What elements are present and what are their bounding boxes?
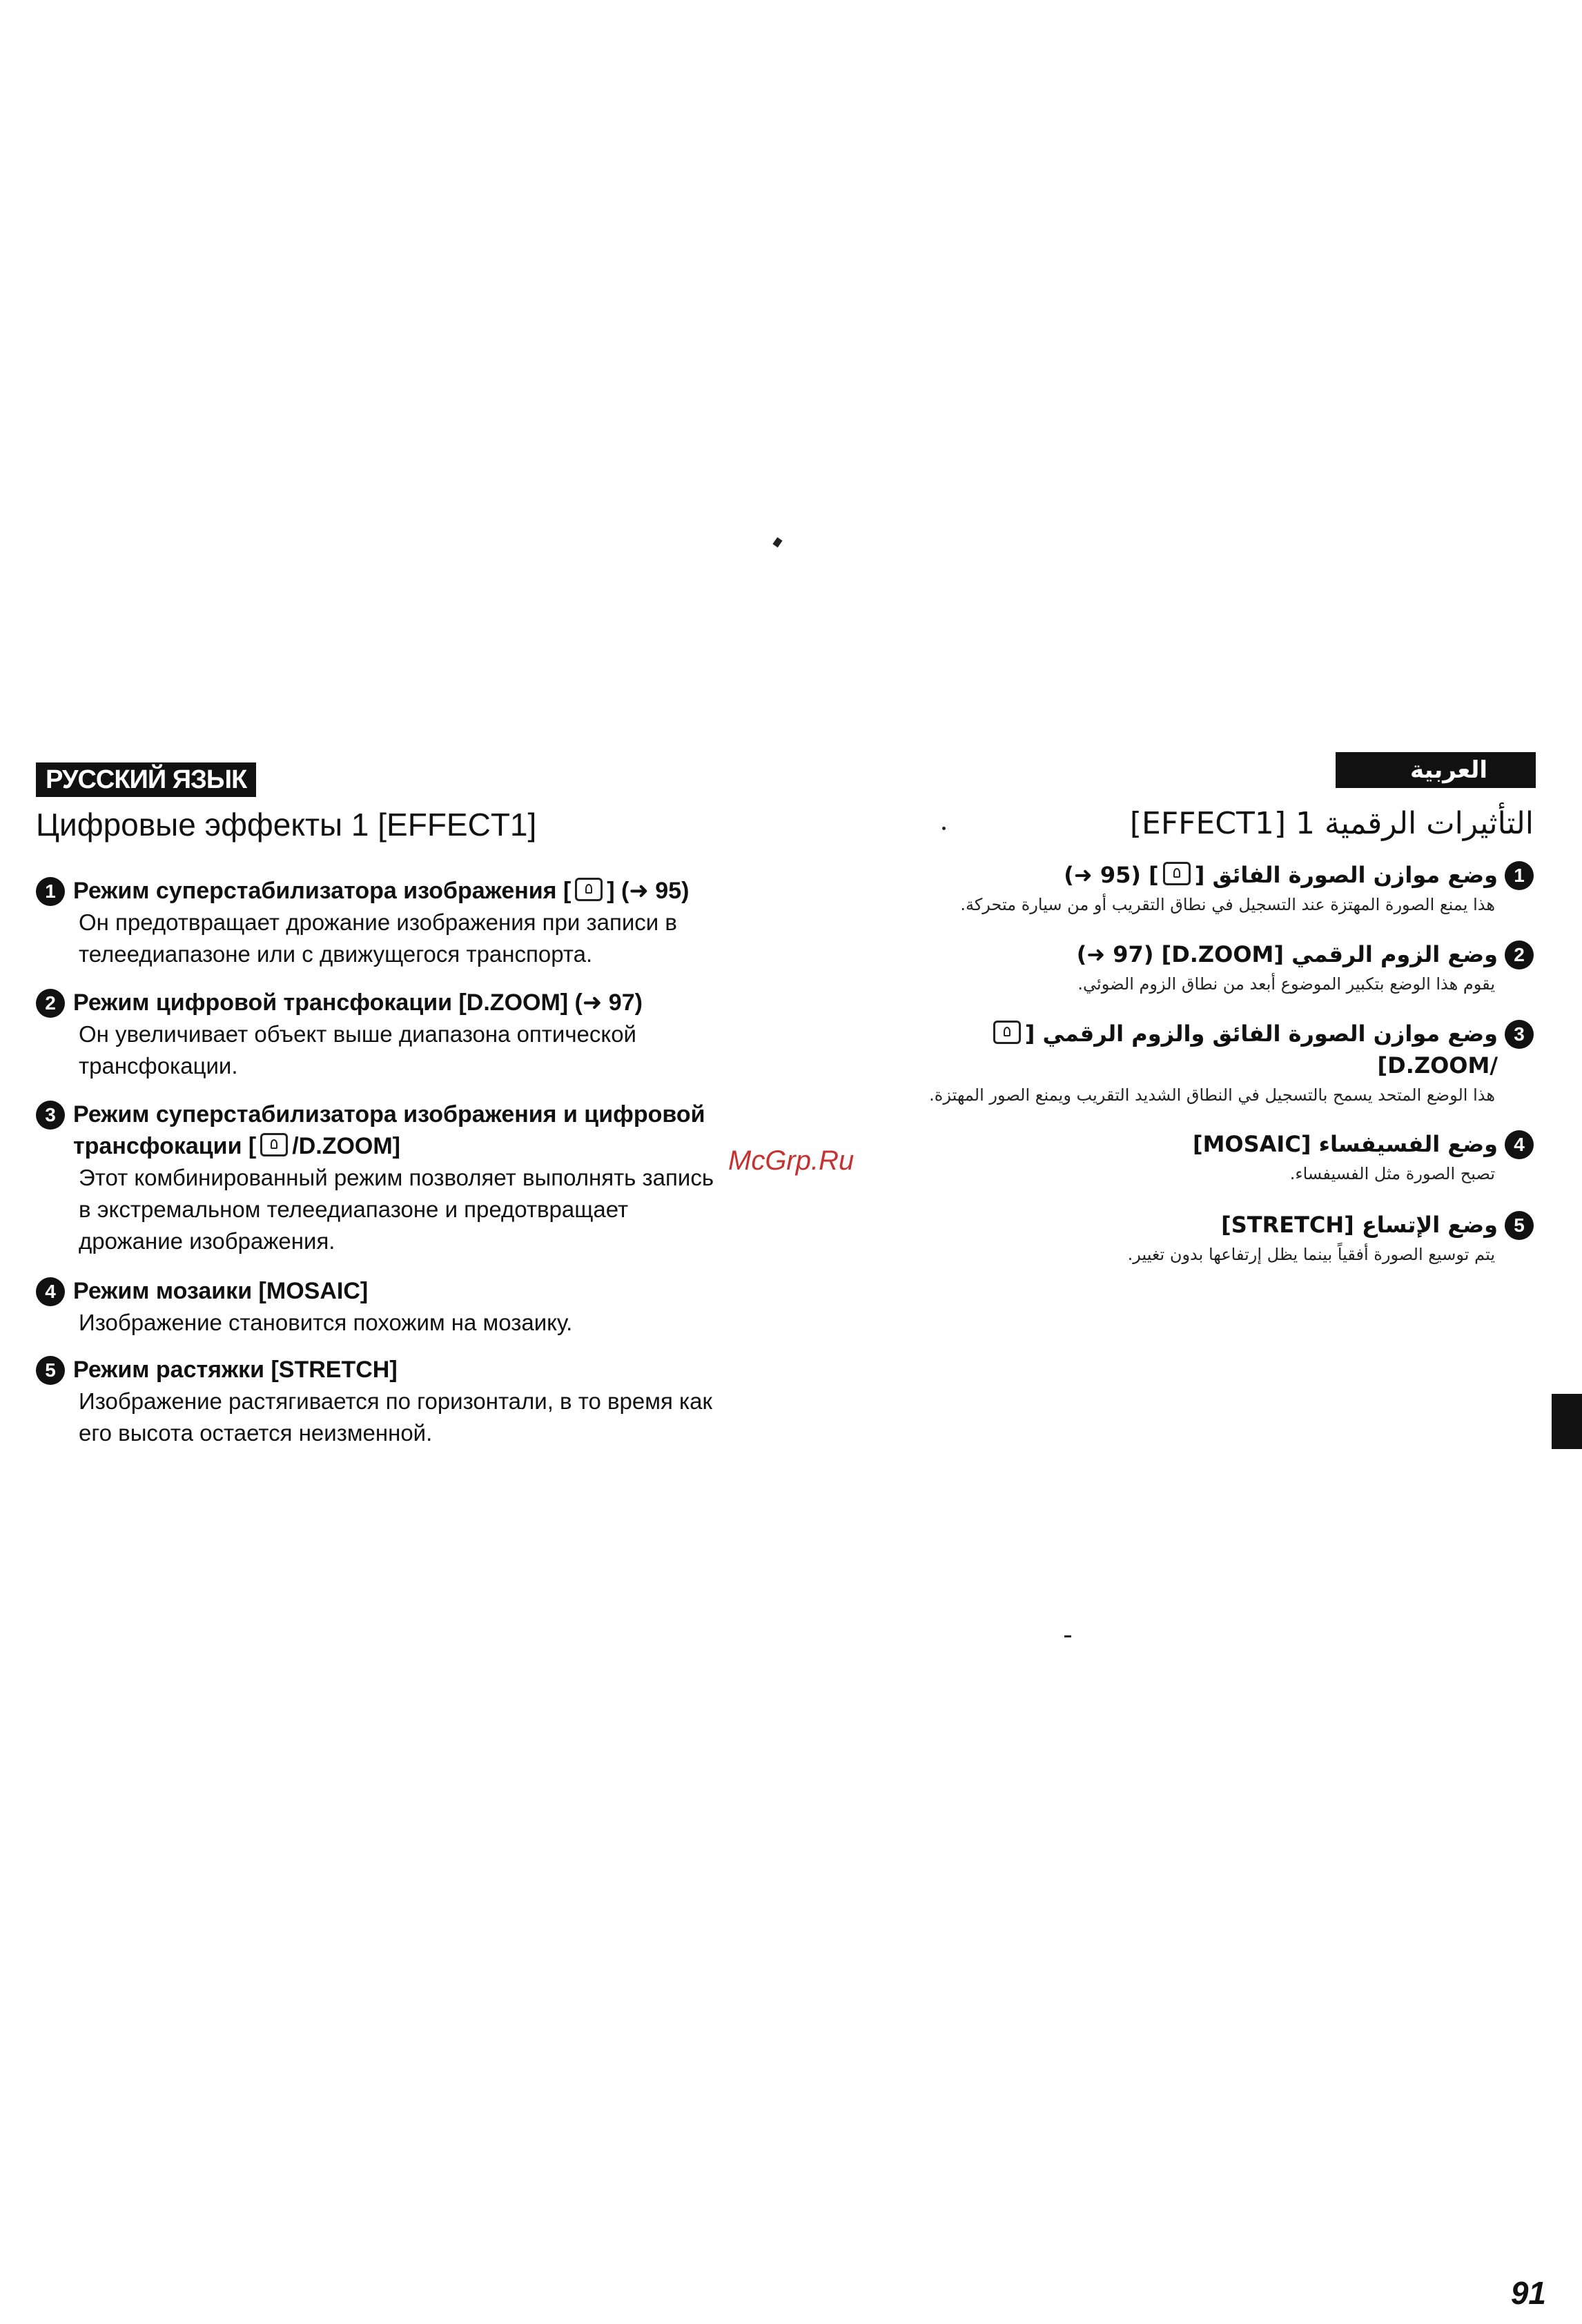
language-badge-russian: РУССКИЙ ЯЗЫК bbox=[36, 762, 256, 797]
ar-item-5 bbox=[912, 1209, 1534, 1268]
image-stabilizer-icon bbox=[993, 1021, 1021, 1044]
watermark: McGrp.Ru bbox=[728, 1145, 855, 1176]
ru-item-5-head: Режим растяжки [STRETCH] bbox=[73, 1357, 398, 1383]
number-badge-4: 4 bbox=[36, 1277, 65, 1306]
ar-item-1-description: هذا يمنع الصورة المهتزة عند التسجيل في نطاق التقريب أو من سيارة متحركة. bbox=[960, 895, 1495, 914]
ar-item-3-head: وضع موازن الصورة الفائق والزوم الرقمي [ bbox=[1024, 1021, 1498, 1047]
ar-item-4 bbox=[912, 1128, 1534, 1188]
ru-item-2-description: Он увеличивает объект выше диапазона оптической трансфокации. bbox=[79, 1021, 636, 1079]
number-badge-3: 3 bbox=[36, 1101, 65, 1130]
ar-item-3-description: هذا الوضع المتحد يسمح بالتسجيل في النطاق الشديد التقريب ويمنع الصور المهتزة. bbox=[929, 1085, 1495, 1105]
image-stabilizer-icon bbox=[260, 1133, 288, 1156]
section-title-russian: Цифровые эффекты 1 [EFFECT1] bbox=[36, 807, 537, 843]
ar-item-3-head-end: /D.ZOOM] bbox=[1377, 1052, 1498, 1079]
number-badge-1: 1 bbox=[36, 877, 65, 906]
ru-item-2 bbox=[36, 987, 850, 1082]
image-stabilizer-icon bbox=[1163, 862, 1191, 885]
ru-item-1-description: Он предотвращает дрожание изображения при записи в телеедиапазоне или с движущегося транспорта. bbox=[79, 909, 677, 967]
scan-speck bbox=[772, 538, 782, 548]
language-badge-arabic: العربية bbox=[1336, 752, 1536, 788]
scan-speck bbox=[942, 827, 946, 830]
ar-item-1-head: وضع موازن الصورة الفائق [ bbox=[1194, 862, 1498, 888]
ru-item-3 bbox=[36, 1099, 850, 1257]
ru-item-5-description: Изображение растягивается по горизонтали, в то время как его высота остается неизменной. bbox=[79, 1388, 712, 1446]
ru-item-3-head-line2-end: /D.ZOOM] bbox=[292, 1133, 401, 1159]
ru-item-4-head: Режим мозаики [MOSAIC] bbox=[73, 1278, 369, 1304]
ru-item-2-head: Режим цифровой трансфокации [D.ZOOM] (➜ 97) bbox=[73, 989, 643, 1016]
ar-item-3 bbox=[912, 1018, 1534, 1109]
ar-item-5-description: يتم توسيع الصورة أفقياً بينما يظل إرتفاعها بدون تغيير. bbox=[1127, 1245, 1495, 1264]
ru-item-3-head-line2: трансфокации [ bbox=[73, 1133, 257, 1159]
thumb-index-marker bbox=[1552, 1394, 1582, 1449]
image-stabilizer-icon bbox=[575, 878, 603, 901]
number-badge-2: 2 bbox=[1505, 941, 1534, 969]
ru-item-5 bbox=[36, 1354, 850, 1449]
number-badge-5: 5 bbox=[1505, 1211, 1534, 1240]
ar-item-2-head: وضع الزوم الرقمي [D.ZOOM] (97 ➜) bbox=[1076, 941, 1498, 967]
ar-item-2 bbox=[912, 938, 1534, 998]
ru-item-1-head-ref: ] (➜ 95) bbox=[607, 878, 690, 904]
page-number: 91 bbox=[1510, 2275, 1546, 2311]
ar-item-4-description: تصبح الصورة مثل الفسيفساء. bbox=[1289, 1164, 1495, 1183]
ru-item-4-description: Изображение становится похожим на мозаику. bbox=[79, 1310, 573, 1335]
ru-item-1 bbox=[36, 875, 850, 970]
ar-item-2-description: يقوم هذا الوضع بتكبير الموضوع أبعد من نطاق الزوم الضوئي. bbox=[1077, 974, 1495, 994]
ru-item-4 bbox=[36, 1275, 850, 1339]
number-badge-3: 3 bbox=[1505, 1020, 1534, 1049]
ar-item-4-head: وضع الفسيفساء [MOSAIC] bbox=[1192, 1131, 1498, 1157]
scan-speck bbox=[1064, 1635, 1071, 1637]
ru-item-3-head-line1: Режим суперстабилизатора изображения и цифровой bbox=[73, 1101, 705, 1127]
ar-item-1 bbox=[912, 859, 1534, 918]
number-badge-4: 4 bbox=[1505, 1130, 1534, 1159]
number-badge-2: 2 bbox=[36, 989, 65, 1018]
ru-item-3-description: Этот комбинированный режим позволяет выполнять запись в экстремальном телеедиапазоне и предотвращает дрожание изображения. bbox=[79, 1165, 714, 1254]
number-badge-5: 5 bbox=[36, 1356, 65, 1385]
ar-item-5-head: وضع الإتساع [STRETCH] bbox=[1221, 1212, 1498, 1238]
ru-item-1-head: Режим суперстабилизатора изображения [ bbox=[73, 878, 572, 904]
section-title-arabic: التأثيرات الرقمية 1 [EFFECT1] bbox=[1129, 806, 1534, 841]
ar-item-1-head-ref: ] (95 ➜) bbox=[1064, 862, 1159, 888]
number-badge-1: 1 bbox=[1505, 861, 1534, 890]
